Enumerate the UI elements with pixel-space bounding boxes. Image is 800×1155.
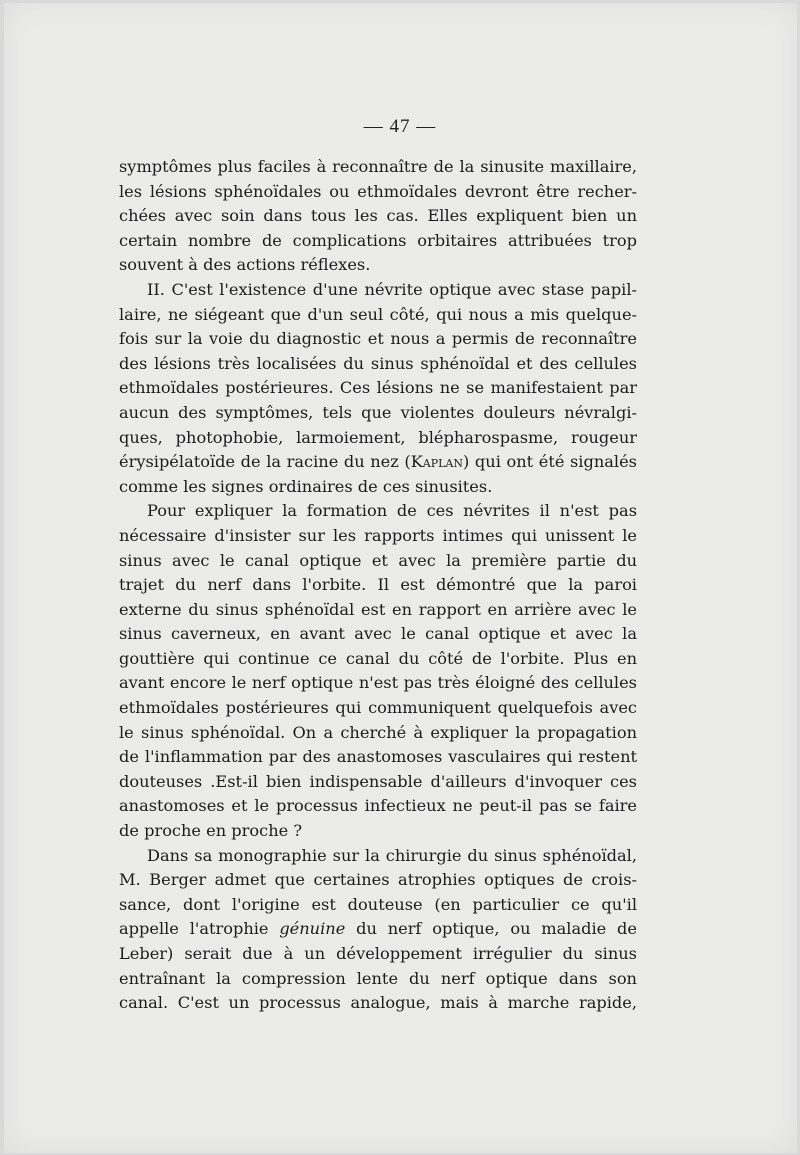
text-line: trajet du nerf dans l'orbite. Il est démontré que la paroi	[119, 575, 637, 595]
text-line: de l'inflammation par des anastomoses vasculaires qui restent	[119, 747, 637, 767]
text-line: Pour expliquer la formation de ces névrites il n'est pas	[147, 501, 637, 521]
text-line: M. Berger admet que certaines atrophies optiques de crois-	[119, 870, 637, 890]
text-line: les lésions sphénoïdales ou ethmoïdales devront être recher-	[119, 181, 637, 201]
text-line: des lésions très localisées du sinus sphénoïdal et des cellules	[119, 353, 637, 373]
text-line: ethmoïdales postérieures. Ces lésions ne se manifestaient par	[119, 378, 637, 398]
text-line: aucun des symptômes, tels que violentes douleurs névralgi-	[119, 402, 637, 422]
text-fragment: appelle l'atrophie	[119, 919, 280, 939]
text-line: canal. C'est un processus analogue, mais à marche rapide,	[119, 993, 637, 1013]
text-fragment: ) qui ont été signalés	[463, 452, 637, 472]
text-line: gouttière qui continue ce canal du côté de l'orbite. Plus en	[119, 648, 637, 668]
text-line: laire, ne siégeant que d'un seul côté, qui nous a mis quelque-	[119, 304, 637, 324]
text-line: symptômes plus faciles à reconnaître de la sinusite maxillaire,	[119, 157, 637, 176]
text-line: de proche en proche ?	[119, 821, 303, 841]
text-line	[119, 450, 637, 475]
text-line: certain nombre de complications orbitaires attribuées trop	[119, 230, 637, 250]
text-line: comme les signes ordinaires de ces sinusites.	[119, 476, 493, 496]
text-line: fois sur la voie du diagnostic et nous a permis de reconnaître	[119, 329, 637, 349]
text-line: externe du sinus sphénoïdal est en rapport en arrière avec le	[119, 599, 637, 619]
text-fragment: érysipélatoïde de la racine du nez (	[119, 452, 411, 472]
author-name: Kaplan	[410, 452, 463, 472]
body-text	[119, 155, 637, 1016]
text-line: ethmoïdales postérieures qui communiquent quelquefois avec	[119, 698, 637, 718]
text-line: le sinus sphénoïdal. On a cherché à expliquer la propagation	[119, 722, 637, 742]
text-line: entraînant la compression lente du nerf optique dans son	[119, 968, 637, 988]
text-line: anastomoses et le processus infectieux ne peut-il pas se faire	[119, 796, 637, 816]
text-line: souvent à des actions réflexes.	[119, 255, 371, 275]
text-line: sinus caverneux, en avant avec le canal optique et avec la	[119, 624, 637, 644]
text-line: douteuses .Est-il bien indispensable d'ailleurs d'invoquer ces	[119, 771, 637, 791]
text-line: II. C'est l'existence d'une névrite optique avec stase papil-	[147, 279, 637, 299]
text-line: ques, photophobie, larmoiement, blépharospasme, rougeur	[119, 427, 637, 447]
text-line	[119, 917, 637, 942]
text-fragment: du nerf optique, ou maladie de	[345, 919, 637, 939]
text-line: sinus avec le canal optique et avec la première partie du	[119, 550, 637, 570]
text-line: sance, dont l'origine est douteuse (en particulier ce qu'il	[119, 894, 637, 914]
text-line: Dans sa monographie sur la chirurgie du sinus sphénoïdal,	[147, 845, 637, 865]
italic-term: génuine	[279, 919, 346, 939]
text-line: nécessaire d'insister sur les rapports intimes qui unissent le	[119, 525, 637, 545]
text-line: Leber) serait due à un développement irrégulier du sinus	[119, 944, 637, 963]
page-number: — 47 —	[363, 116, 437, 137]
text-line: chées avec soin dans tous les cas. Elles expliquent bien un	[119, 206, 637, 226]
text-line: avant encore le nerf optique n'est pas très éloigné des cellules	[119, 673, 637, 693]
